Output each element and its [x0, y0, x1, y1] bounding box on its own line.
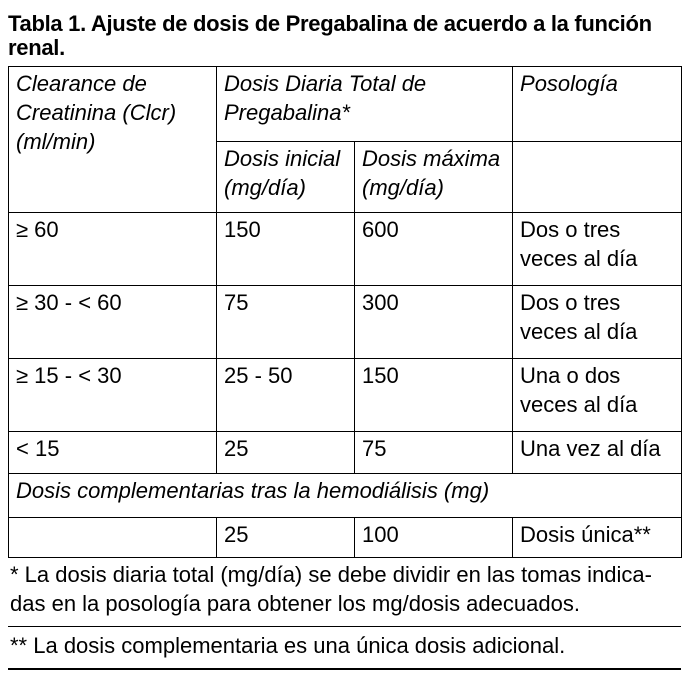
complementaria-label: Dosis complementarias tras la hemodiálisis (mg)	[9, 474, 682, 518]
header-clearance: Clearance de Creatinina (Clcr) (ml/min)	[9, 67, 217, 213]
dose-adjustment-table	[8, 66, 682, 558]
complementaria-row	[9, 518, 682, 558]
table-row	[9, 432, 682, 474]
header-dosis-total: Dosis Diaria Total de Pregabalina*	[217, 67, 513, 142]
complementaria-label-row	[9, 474, 682, 518]
header-dosis-maxima: Dosis máxima (mg/día)	[355, 142, 513, 213]
cell-posologia: Una o dos veces al día	[513, 359, 682, 432]
table-row	[9, 359, 682, 432]
cell-clcr: < 15	[9, 432, 217, 474]
table-row	[9, 213, 682, 286]
cell-maxima: 600	[355, 213, 513, 286]
cell-posologia: Dosis única**	[513, 518, 682, 558]
footnote-1: * La dosis diaria total (mg/día) se debe dividir en las tomas indica-das en la posología para obtener los mg/dosis adecuados.	[8, 558, 681, 627]
cell-inicial: 25	[217, 518, 355, 558]
cell-inicial: 25 - 50	[217, 359, 355, 432]
cell-maxima: 100	[355, 518, 513, 558]
cell-inicial: 25	[217, 432, 355, 474]
cell-posologia: Dos o tres veces al día	[513, 213, 682, 286]
cell-clcr: ≥ 15 - < 30	[9, 359, 217, 432]
cell-posologia: Una vez al día	[513, 432, 682, 474]
table-title: Tabla 1. Ajuste de dosis de Pregabalina de acuerdo a la función renal.	[8, 11, 652, 60]
footnote-2: ** La dosis complementaria es una única dosis adicional.	[8, 627, 681, 670]
table-row	[9, 286, 682, 359]
cell-posologia: Dos o tres veces al día	[513, 286, 682, 359]
header-posologia: Posología	[513, 67, 682, 142]
header-row-1	[9, 67, 682, 142]
cell-clcr	[9, 518, 217, 558]
cell-clcr: ≥ 60	[9, 213, 217, 286]
cell-maxima: 300	[355, 286, 513, 359]
header-dosis-inicial: Dosis inicial (mg/día)	[217, 142, 355, 213]
cell-maxima: 150	[355, 359, 513, 432]
cell-clcr: ≥ 30 - < 60	[9, 286, 217, 359]
cell-inicial: 150	[217, 213, 355, 286]
header-posologia-empty	[513, 142, 682, 213]
cell-inicial: 75	[217, 286, 355, 359]
cell-maxima: 75	[355, 432, 513, 474]
document	[8, 12, 681, 670]
